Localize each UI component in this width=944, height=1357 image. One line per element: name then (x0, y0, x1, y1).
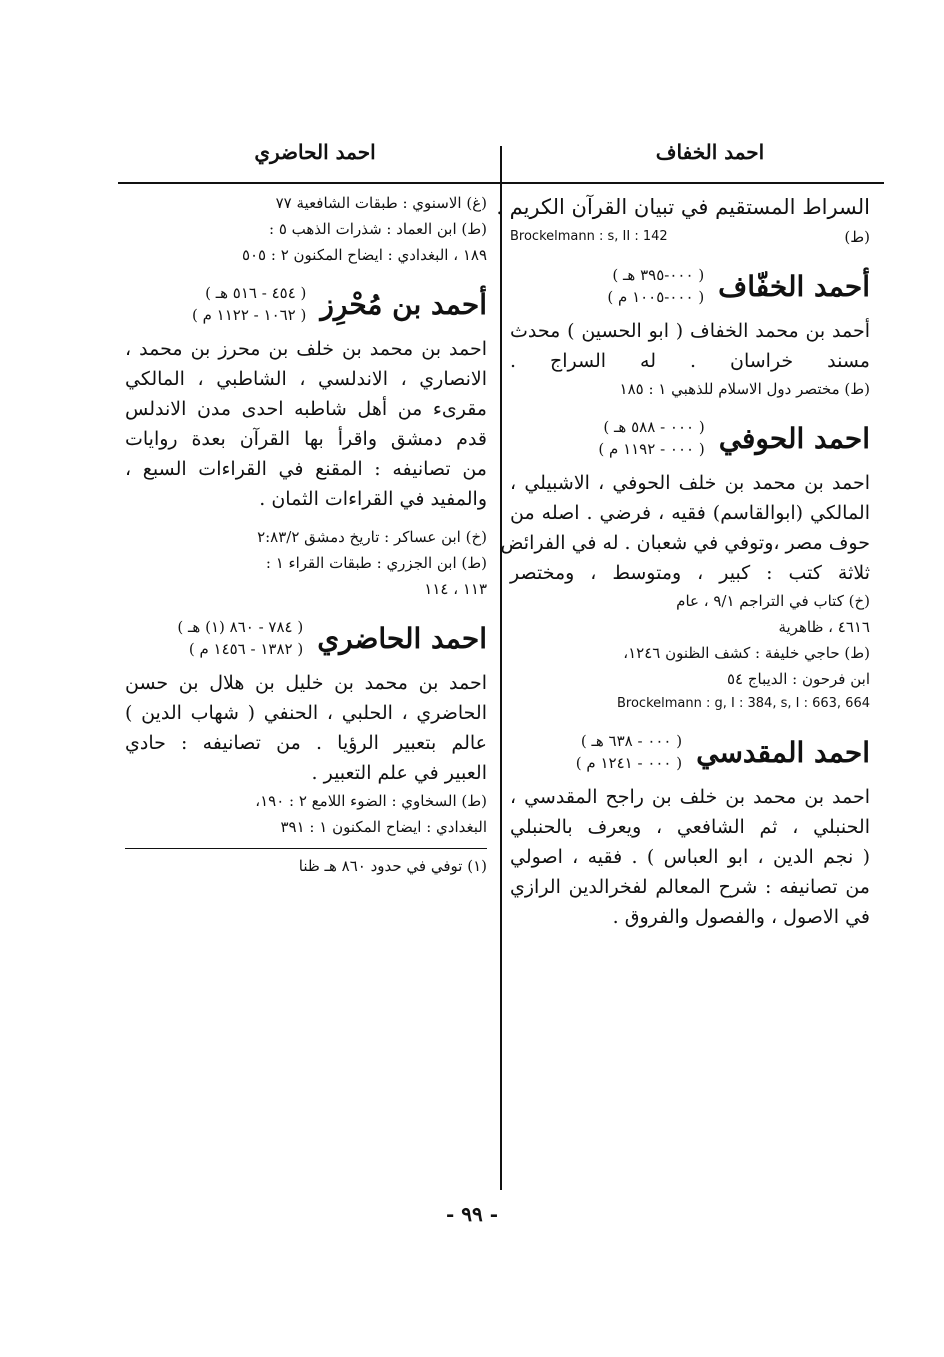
text-line: احمد بن محمد بن خلف بن راجح المقدسي ، (510, 786, 870, 808)
reference-line: (ط) السخاوي : الضوء اللامع ٢ : ١٩٠، (255, 792, 487, 810)
date-hijri: ( ٠٠٠ - ٥٨٨ هـ ) (603, 418, 705, 436)
entry-name: احمد المقدسي (696, 735, 870, 769)
entry-heading (510, 730, 870, 774)
left-column (125, 190, 487, 879)
right-column (496, 190, 870, 932)
entry-name: أحمد الخفّاف (718, 269, 870, 303)
text-line: عالم بتعبير الرؤيا . من تصانيفه : حادي (125, 732, 487, 754)
column-divider (500, 146, 502, 1190)
entry-name: أحمد بن مُحْرِز (320, 287, 487, 321)
date-gregorian: ( ٠٠٠-١٠٠٥ م ) (607, 288, 705, 306)
text-line: الانصاري ، الاندلسي ، الشاطبي ، المالكي (125, 368, 487, 390)
entry-heading (510, 416, 870, 460)
date-hijri: ( ٤٥٤ - ٥١٦ هـ ) (205, 284, 307, 302)
right-column-header: احمد الخفاف (655, 140, 765, 164)
latin-reference: Brockelmann : g, I : 384, s, I : 663, 664 (617, 696, 870, 711)
reference-line: (ط) حاجي خليفة : كشف الظنون ١٢٤٦، (623, 644, 870, 662)
text-line: قدم دمشق واقرأ بها القرآن بعدة روايات (125, 428, 487, 450)
reference-line: (خ) كتاب في التراجم ٩/١ ، عام (676, 592, 870, 610)
entry-heading (125, 282, 487, 326)
footnote: (١) توفي في حدود ٨٦٠ هـ ظنا (125, 848, 487, 879)
text-line: من تصانيفه : المقنع في القراءات السبع ، (125, 458, 487, 480)
date-gregorian: ( ٠٠٠ - ١٢٤١ م ) (575, 754, 683, 772)
text-line: احمد بن محمد بن خلف الحوفي ، الاشبيلي ، (510, 472, 870, 494)
entry-dates (192, 282, 306, 326)
reference-line: ١٨٩ ، البغدادي : ايضاح المكنون ٢ : ٥٠٥ (241, 246, 487, 264)
page-number: - ٩٩ - (445, 1202, 498, 1226)
text-line: ثلاثة كتب : كبير ، ومتوسط ، ومختصر (510, 562, 870, 584)
date-hijri: ( ٠٠٠-٣٩٥ هـ ) (612, 266, 705, 284)
entry-dates (177, 616, 303, 660)
left-column-header: احمد الحاضري (254, 140, 376, 164)
date-gregorian: ( ٠٠٠ - ١١٩٢ م ) (598, 440, 705, 458)
spacer (125, 514, 487, 524)
reference-line: ١١٣ ، ١١٤ (424, 580, 487, 598)
entry-dates (607, 264, 704, 308)
text-line: الحنبلي ، ثم الشافعي ، ويعرف بالحنبلي (510, 816, 870, 838)
reference-line: (ط) مختصر دول الاسلام للذهبي ١ : ١٨٥ (619, 380, 870, 398)
reference-line: (ط) ابن الجزري : طبقات القراء ١ : (265, 554, 487, 572)
reference-line: ابن فرحون : الديباج ٥٤ (726, 670, 870, 688)
text-line: والمفيد في القراءات الثمان . (259, 488, 487, 510)
text-line: أحمد بن محمد الخفاف ( ابو الحسين ) محدث (510, 320, 870, 342)
reference-row (510, 224, 870, 250)
date-gregorian: ( ١٣٨٢ - ١٤٥٦ م ) (188, 640, 304, 658)
text-line: الحاضري ، الحلبي ، الحنفي ( شهاب الدين ) (125, 702, 487, 724)
date-gregorian: ( ١٠٦٢ - ١١٢٢ م ) (191, 306, 307, 324)
entry-heading (125, 616, 487, 660)
text-line: ( نجم الدين ، ابو العباس ) . فقيه ، اصولي (510, 846, 870, 868)
reference-line: ٤٦١٦ ، ظاهرية (778, 618, 870, 636)
entry-name: احمد الحاضري (317, 621, 487, 655)
entry-dates (576, 730, 682, 774)
text-line: احمد بن محمد بن خلف بن محرز بن محمد ، (125, 338, 487, 360)
text-line: مقرىء من أهل شاطبه احدى مدن الاندلس (125, 398, 487, 420)
entry-heading (510, 264, 870, 308)
text-line: مسند خراسان . له السراج . (510, 350, 870, 372)
text-line: المالكي (ابوالقاسم) فقيه ، فرضي . اصله من (510, 502, 870, 524)
reference-line: (ط) ابن العماد : شذرات الذهب ٥ : (268, 220, 487, 238)
reference-line: البغدادي : ايضاح المكنون ١ : ٣٩١ (280, 818, 487, 836)
entry-name: احمد الحوفي (718, 421, 870, 455)
text-line: العبير في علم التعبير . (311, 762, 487, 784)
entry-dates (598, 416, 704, 460)
text-line: حوف مصر ،وتوفي في شعبان . له في الفرائض (500, 532, 870, 554)
reference-line: (خ) ابن عساكر : تاريخ دمشق ٢:٨٣/٢ (257, 528, 487, 546)
reference-line: (غ) الاسنوي : طبقات الشافعية ٧٧ (275, 194, 487, 212)
latin-reference: Brockelmann : s, II : 142 (510, 229, 668, 244)
text-line: السراط المستقيم في تبيان القرآن الكريم . (496, 195, 870, 219)
text-line: في الاصول ، والفصول والفروق . (612, 906, 870, 928)
reference-code: (ط) (844, 228, 870, 246)
date-hijri: ( ٧٨٤ - ٨٦٠ (١) هـ ) (177, 618, 304, 636)
date-hijri: ( ٠٠٠ - ٦٣٨ هـ ) (580, 732, 683, 750)
text-line: من تصانيفه : شرح المعالم لفخرالدين الرازي (510, 876, 870, 898)
text-line: احمد بن محمد بن خليل بن هلال بن حسن (125, 672, 487, 694)
